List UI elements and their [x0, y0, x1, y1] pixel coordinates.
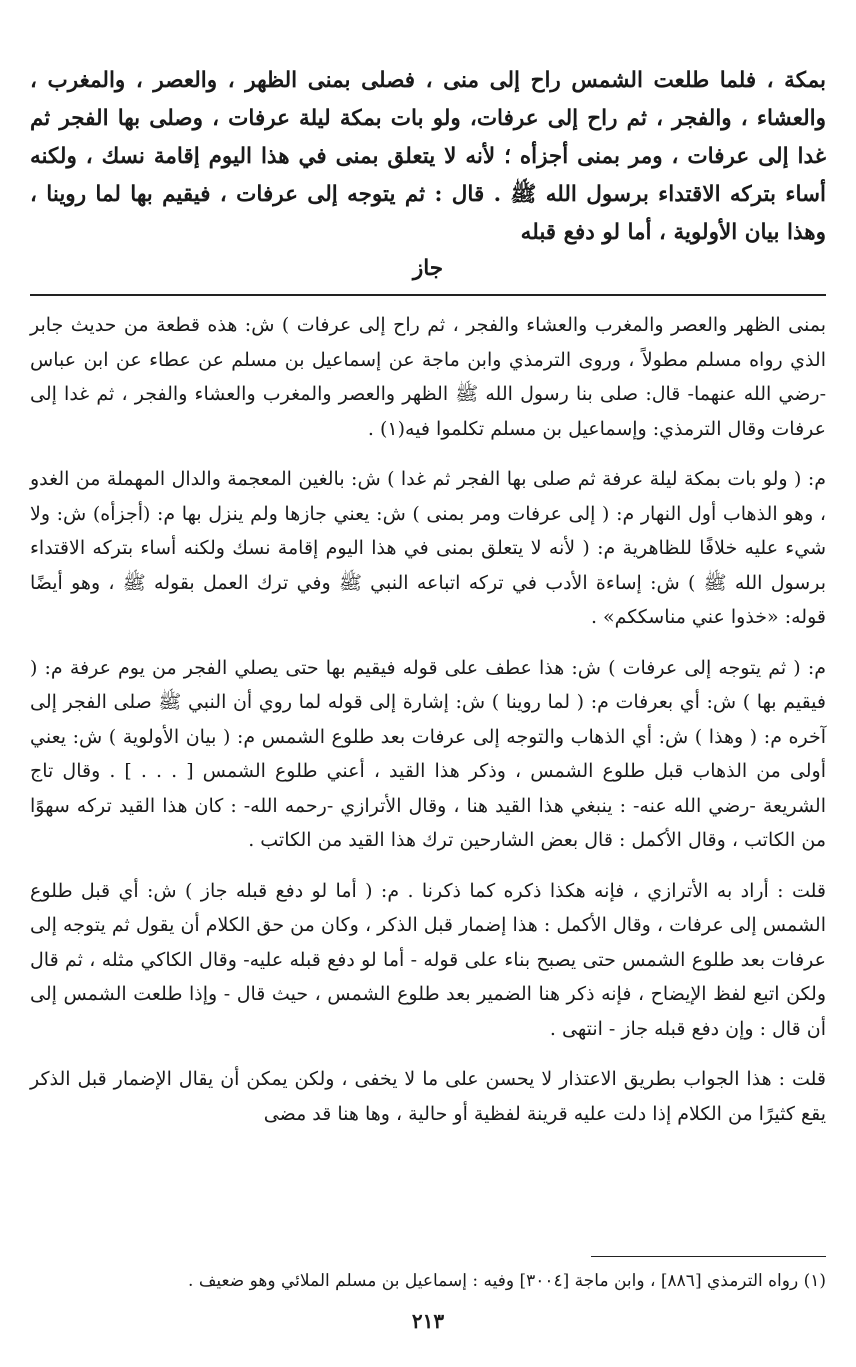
- footnote: (١) رواه الترمذي [٨٨٦] ، وابن ماجة [٣٠٠٤] وفيه : إسماعيل بن مسلم الملائي وهو ضعيف .: [188, 1271, 826, 1291]
- matn-text: بمكة ، فلما طلعت الشمس راح إلى منى ، فصلى بمنى الظهر ، والعصر ، والمغرب ، والعشاء ، والفجر ، ثم راح إلى عرفات، ولو بات بمكة ليلة عرفات ، وصلى بها الفجر ثم غدا إلى عرفات ، ومر بمنى أجزأه ؛ لأنه لا يتعلق بمنى في هذا اليوم إقامة نسك ، ولكنه أساء بتركه الاقتداء برسول الله ﷺ . قال : ثم يتوجه إلى عرفات ، فيقيم بها لما روينا ، وهذا بيان الأولوية ، أما لو دفع قبله: [30, 68, 826, 245]
- page-number: ٢١٣: [411, 1309, 445, 1333]
- commentary-paragraph-2: م: ( ولو بات بمكة ليلة عرفة ثم صلى بها الفجر ثم غدا ) ش: بالغين المعجمة والدال المهملة من الغدو ، وهو الذهاب أول النهار م: ( إلى عرفات ومر بمنى ) ش: يعني جازها ولم ينزل بها م: (أجزأه) ش: ولا شيء عليه خلافًا للظاهرية م: ( لأنه لا يتعلق بمنى في هذا اليوم إقامة نسك ولكنه أساء بتركه الاقتداء برسول الله ﷺ ) ش: إساءة الأدب في تركه اتباعه النبي ﷺ وفي ترك العمل بقوله ﷺ ، وهو أيضًا قوله: «خذوا عني مناسككم» .: [30, 468, 826, 628]
- matn-last-word: جاز: [412, 256, 444, 281]
- footnote-separator-rule: [591, 1256, 826, 1257]
- commentary-paragraph-4: قلت : أراد به الأترازي ، فإنه هكذا ذكره كما ذكرنا . م: ( أما لو دفع قبله جاز ) ش: أي قبل طلوع الشمس إلى عرفات ، وقال الأكمل : هذا إضمار قبل الذكر ، وكان من حق الكلام أن يقول ثم يتوجه إلى عرفات بعد طلوع الشمس حتى يصبح بناء على قوله - أما لو دفع قبله عليه- وقال الكاكي مثله ، ثم قال ولكن اتبع لفظ الإيضاح ، فإنه ذكر هنا الضمير بعد طلوع الشمس ، حيث قال - وإذا طلعت الشمس إلى أن قال : وإن دفع قبله جاز - انتهى .: [30, 879, 826, 1040]
- commentary-paragraph-5: قلت : هذا الجواب بطريق الاعتذار لا يحسن على ما لا يخفى ، ولكن يمكن أن يقال الإضمار قبل الذكر يقع كثيرًا من الكلام إذا دلت عليه قرينة لفظية أو حالية ، وها هنا قد مضى: [30, 1068, 826, 1125]
- commentary-paragraph-3: م: ( ثم يتوجه إلى عرفات ) ش: هذا عطف على قوله فيقيم بها حتى يصلي الفجر من يوم عرفة م: ( فيقيم بها ) ش: أي بعرفات م: ( لما روينا ) ش: إشارة إلى قوله لما روي أن النبي ﷺ صلى الفجر إلى آخره م: ( وهذا ) ش: أي الذهاب والتوجه إلى عرفات بعد طلوع الشمس م: ( بيان الأولوية ) ش: يعني أولى من الذهاب قبل طلوع الشمس ، وذكر هذا القيد ، أعني طلوع الشمس [ . . . ] . وقال تاج الشريعة -رضي الله عنه- : ينبغي هذا القيد هنا ، وقال الأترازي -رحمه الله- : كان هذا القيد تركه سهوًا من الكاتب ، وقال الأكمل : قال بعض الشارحين ترك هذا القيد من الكاتب .: [30, 656, 826, 851]
- matn-separator-rule: [30, 294, 826, 296]
- commentary: [30, 308, 826, 1131]
- book-page: [30, 62, 826, 1352]
- commentary-paragraph-1: بمنى الظهر والعصر والمغرب والعشاء والفجر ، ثم راح إلى عرفات ) ش: هذه قطعة من حديث جابر الذي رواه مسلم مطولاً ، وروى الترمذي وابن ماجة عن إسماعيل بن مسلم عن عطاء عن ابن عباس -رضي الله عنهما- قال: صلى بنا رسول الله ﷺ الظهر والعصر والمغرب والعشاء والفجر ، ثم غدا إلى عرفات وقال الترمذي: وإسماعيل بن مسلم تكلموا فيه(١) .: [30, 314, 826, 440]
